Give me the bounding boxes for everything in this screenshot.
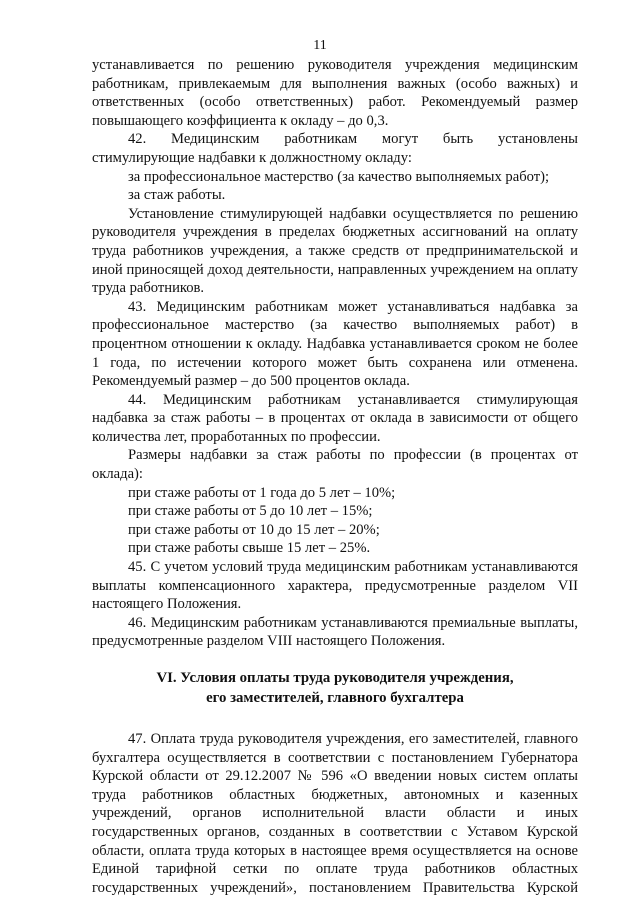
page-number: 11 [313,38,327,53]
paragraph-43: 43. Медицинским работникам может устанавливаться надбавка за профессиональное мастерство (за качество выполняемых работ) в процентном отношении к окладу. Надбавка устанавливается сроком не более 1 года, по истечении которого может быть сохранена или отменена. Рекомендуемый размер – до 500 процентов оклада. [92,298,578,390]
seniority-rate-over-15: при стаже работы свыше 15 лет – 25%. [128,540,371,557]
paragraph-45: 45. С учетом условий труда медицинским работникам устанавливаются выплаты компенсационного характера, предусмотренные разделом VII настоящего Положения. [92,559,578,613]
paragraph-44-sizes: Размеры надбавки за стаж работы по профессии (в процентах от оклада): [92,447,578,483]
paragraph-42-item-mastery: за профессиональное мастерство (за качество выполняемых работ); [128,168,550,185]
section-heading-line-1: VI. Условия оплаты труда руководителя учреждения, [156,670,514,686]
paragraph-44: 44. Медицинским работникам устанавливается стимулирующая надбавка за стаж работы – в процентах от оклада в зависимости от общего количества лет, проработанных по профессии. [92,391,578,445]
paragraph-46: 46. Медицинским работникам устанавливаются премиальные выплаты, предусмотренные разделом VIII настоящего Положения. [92,614,578,650]
section-heading-line-2: его заместителей, главного бухгалтера [206,689,464,706]
paragraph-42-establishment: Установление стимулирующей надбавки осуществляется по решению руководителя учреждения в пределах бюджетных ассигнований на оплату труда работников учреждения, а также средств от предпринимательской и иной приносящей доход деятельности, направленных учреждением на оплату труда работников. [92,205,578,297]
paragraph-47: 47. Оплата труда руководителя учреждения, его заместителей, главного бухгалтера осуществляется в соответствии с постановлением Губернатора Курской области от 29.12.2007 № 596 «О введении новых систем оплаты труда работников областных бюджетных, автономных и казенных учреждений, органов исполнительной власти области и иных государственных органов, созданных в соответствии с Уставом Курской области, оплата труда которых в настоящее время осуществляется на основе Единой тарифной сетки по оплате труда работников областных государственных учреждений», постановлением Правительства Курской [92,731,578,896]
paragraph-41-continuation: устанавливается по решению руководителя учреждения медицинским работникам, привлекаемым для выполнения важных (особо важных) и ответственных (особо ответственных) работ. Рекомендуемый размер повышающего коэффициента к окладу – до 0,3. [92,57,578,129]
spacer [92,708,578,730]
document-body [92,56,578,897]
seniority-rate-10-15: при стаже работы от 10 до 15 лет – 20%; [128,521,380,538]
paragraph-42-item-seniority: за стаж работы. [128,187,226,204]
spacer [92,651,578,669]
seniority-rate-5-10: при стаже работы от 5 до 10 лет – 15%; [128,503,373,520]
seniority-rate-1-5: при стаже работы от 1 года до 5 лет – 10%; [128,484,396,501]
paragraph-42: 42. Медицинским работникам могут быть установлены стимулирующие надбавки к должностному окладу: [92,131,578,166]
